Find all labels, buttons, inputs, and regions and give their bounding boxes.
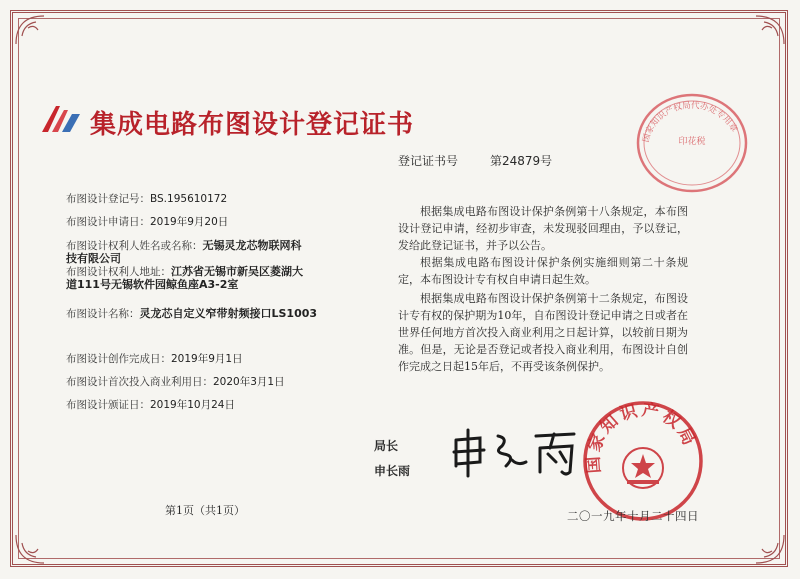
field-creation-date: 布图设计创作完成日：2019年9月1日 (66, 353, 243, 365)
issue-date: 二〇一九年十月二十四日 (567, 509, 699, 523)
cert-number-value: 第24879号 (490, 154, 553, 168)
field-owner-name: 布图设计权利人姓名或名称：无锡灵龙芯物联网科 (66, 239, 302, 252)
certificate-title: 集成电路布图设计登记证书 (90, 110, 415, 140)
svg-text:印花税: 印花税 (678, 137, 706, 147)
legal-paragraph: 根据集成电路布图设计保护条例实施细则第二十条规定，本布图设计专有权自申请日起生效。 (398, 256, 688, 286)
svg-text:国家知识产权局代办处专用章: 国家知识产权局代办处专用章 (641, 100, 739, 144)
corner-ornament (746, 14, 786, 54)
field-owner-address-cont: 道111号无锡软件园鲸鱼座A3-2室 (66, 278, 239, 291)
legal-paragraph: 根据集成电路布图设计保护条例第十二条规定，布图设计专有权的保护期为10年，自布图设计登记申请之日或者在世界任何地方首次投入商业利用之日起计算，以较前日期为准。但是，无论是否登记或者投入商业利用，布图设计自创作完成之日起15年后，不再受该条例保护。 (398, 292, 688, 373)
handwritten-signature (450, 426, 580, 480)
svg-text:国家知识产权局: 国家知识产权局 (583, 400, 701, 475)
chief-title: 局长 (374, 439, 399, 453)
field-design-name: 布图设计名称：灵龙芯自定义窄带射频接口LS1003 (66, 307, 318, 320)
corner-ornament (746, 525, 786, 565)
page-number: 第1页（共1页） (165, 504, 245, 517)
field-owner-name-cont: 技有限公司 (66, 252, 121, 265)
field-application-date: 布图设计申请日：2019年9月20日 (66, 216, 229, 228)
cnipa-logo-icon (38, 102, 84, 138)
corner-ornament (14, 525, 54, 565)
corner-ornament (14, 14, 54, 54)
field-issue-date: 布图设计颁证日：2019年10月24日 (66, 399, 235, 411)
legal-paragraph: 根据集成电路布图设计保护条例第十八条规定，本布图设计登记申请，经初步审查，未发现驳回理由，予以登记，发给此登记证书，并予以公告。 (398, 205, 688, 252)
oval-seal-icon (632, 88, 752, 198)
chief-name: 申长雨 (374, 464, 411, 478)
cert-number-label: 登记证书号 (398, 154, 459, 168)
national-seal-icon (580, 398, 706, 524)
field-commercial-use-date: 布图设计首次投入商业利用日：2020年3月1日 (66, 376, 285, 388)
field-registration-number: 布图设计登记号：BS.195610172 (66, 193, 228, 205)
field-owner-address: 布图设计权利人地址：江苏省无锡市新吴区菱湖大 (66, 265, 303, 278)
